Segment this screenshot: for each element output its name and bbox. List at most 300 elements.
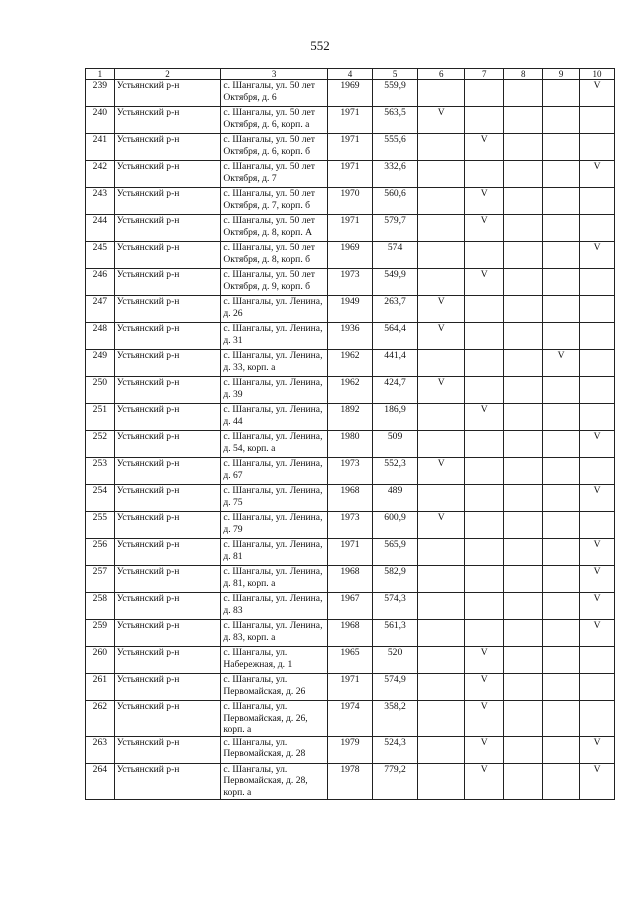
mark-col-8 [504, 161, 543, 188]
mark-col-10 [580, 107, 615, 134]
area-cell: 489 [373, 485, 418, 512]
row-number: 261 [86, 674, 115, 701]
district-cell: Устьянский р-н [114, 593, 221, 620]
district-cell: Устьянский р-н [114, 763, 221, 799]
district-cell: Устьянский р-н [114, 80, 221, 107]
column-header: 5 [373, 69, 418, 80]
mark-col-8 [504, 647, 543, 674]
address-cell: с. Шангалы, ул. 50 лет Октября, д. 6, корп. а [221, 107, 328, 134]
district-cell: Устьянский р-н [114, 242, 221, 269]
table-row [86, 377, 615, 404]
area-cell: 563,5 [373, 107, 418, 134]
year-cell: 1969 [327, 80, 372, 107]
area-cell: 552,3 [373, 458, 418, 485]
mark-col-6 [418, 431, 465, 458]
column-header: 7 [465, 69, 504, 80]
area-cell: 574,3 [373, 593, 418, 620]
mark-col-10 [580, 647, 615, 674]
year-cell: 1968 [327, 620, 372, 647]
mark-col-9 [543, 377, 580, 404]
table-row [86, 620, 615, 647]
mark-col-6 [418, 593, 465, 620]
area-cell: 509 [373, 431, 418, 458]
mark-col-7 [465, 377, 504, 404]
mark-col-8 [504, 377, 543, 404]
year-cell: 1973 [327, 458, 372, 485]
mark-col-9 [543, 539, 580, 566]
row-number: 252 [86, 431, 115, 458]
mark-col-6 [418, 161, 465, 188]
mark-col-8 [504, 80, 543, 107]
area-cell: 186,9 [373, 404, 418, 431]
district-cell: Устьянский р-н [114, 566, 221, 593]
table-row [86, 323, 615, 350]
mark-col-8 [504, 188, 543, 215]
year-cell: 1971 [327, 674, 372, 701]
mark-col-7 [465, 485, 504, 512]
mark-col-8 [504, 134, 543, 161]
year-cell: 1973 [327, 269, 372, 296]
mark-col-8 [504, 736, 543, 763]
year-cell: 1973 [327, 512, 372, 539]
row-number: 250 [86, 377, 115, 404]
mark-col-10 [580, 512, 615, 539]
row-number: 258 [86, 593, 115, 620]
mark-col-10: V [580, 593, 615, 620]
mark-col-8 [504, 431, 543, 458]
area-cell: 263,7 [373, 296, 418, 323]
row-number: 248 [86, 323, 115, 350]
mark-col-9 [543, 566, 580, 593]
row-number: 264 [86, 763, 115, 799]
address-cell: с. Шангалы, ул. Первомайская, д. 26, корп. а [221, 701, 328, 737]
mark-col-8 [504, 674, 543, 701]
address-cell: с. Шангалы, ул. Ленина, д. 44 [221, 404, 328, 431]
mark-col-10 [580, 269, 615, 296]
area-cell: 524,3 [373, 736, 418, 763]
mark-col-6 [418, 620, 465, 647]
area-cell: 779,2 [373, 763, 418, 799]
mark-col-7: V [465, 701, 504, 737]
mark-col-7: V [465, 647, 504, 674]
area-cell: 574 [373, 242, 418, 269]
row-number: 247 [86, 296, 115, 323]
mark-col-7 [465, 539, 504, 566]
year-cell: 1968 [327, 566, 372, 593]
mark-col-7 [465, 80, 504, 107]
mark-col-7: V [465, 763, 504, 799]
area-cell: 424,7 [373, 377, 418, 404]
mark-col-10: V [580, 485, 615, 512]
year-cell: 1962 [327, 350, 372, 377]
mark-col-10: V [580, 539, 615, 566]
table-row [86, 485, 615, 512]
table-row [86, 215, 615, 242]
year-cell: 1936 [327, 323, 372, 350]
mark-col-7 [465, 512, 504, 539]
row-number: 253 [86, 458, 115, 485]
year-cell: 1962 [327, 377, 372, 404]
mark-col-9 [543, 736, 580, 763]
mark-col-9 [543, 242, 580, 269]
mark-col-6 [418, 80, 465, 107]
district-cell: Устьянский р-н [114, 431, 221, 458]
mark-col-8 [504, 323, 543, 350]
mark-col-8 [504, 512, 543, 539]
mark-col-10 [580, 323, 615, 350]
district-cell: Устьянский р-н [114, 188, 221, 215]
mark-col-9 [543, 431, 580, 458]
mark-col-7: V [465, 736, 504, 763]
year-cell: 1971 [327, 134, 372, 161]
mark-col-8 [504, 763, 543, 799]
mark-col-9 [543, 296, 580, 323]
mark-col-7 [465, 458, 504, 485]
mark-col-6 [418, 736, 465, 763]
district-cell: Устьянский р-н [114, 134, 221, 161]
mark-col-10: V [580, 80, 615, 107]
table-row [86, 566, 615, 593]
address-cell: с. Шангалы, ул. Ленина, д. 83 [221, 593, 328, 620]
district-cell: Устьянский р-н [114, 736, 221, 763]
mark-col-8 [504, 485, 543, 512]
mark-col-6 [418, 269, 465, 296]
table-row [86, 107, 615, 134]
mark-col-8 [504, 404, 543, 431]
district-cell: Устьянский р-н [114, 512, 221, 539]
mark-col-8 [504, 620, 543, 647]
year-cell: 1971 [327, 107, 372, 134]
district-cell: Устьянский р-н [114, 323, 221, 350]
area-cell: 565,9 [373, 539, 418, 566]
column-header: 6 [418, 69, 465, 80]
table-row [86, 512, 615, 539]
area-cell: 358,2 [373, 701, 418, 737]
mark-col-6 [418, 674, 465, 701]
table-row [86, 763, 615, 799]
row-number: 244 [86, 215, 115, 242]
mark-col-8 [504, 269, 543, 296]
row-number: 263 [86, 736, 115, 763]
mark-col-8 [504, 215, 543, 242]
column-header: 2 [114, 69, 221, 80]
address-cell: с. Шангалы, ул. Ленина, д. 39 [221, 377, 328, 404]
address-cell: с. Шангалы, ул. Набережная, д. 1 [221, 647, 328, 674]
district-cell: Устьянский р-н [114, 485, 221, 512]
row-number: 249 [86, 350, 115, 377]
mark-col-9 [543, 107, 580, 134]
mark-col-9 [543, 763, 580, 799]
mark-col-7: V [465, 215, 504, 242]
table-row [86, 431, 615, 458]
table-row [86, 458, 615, 485]
table-row [86, 134, 615, 161]
column-header: 10 [580, 69, 615, 80]
area-cell: 441,4 [373, 350, 418, 377]
mark-col-6 [418, 188, 465, 215]
mark-col-6 [418, 647, 465, 674]
mark-col-9 [543, 458, 580, 485]
address-cell: с. Шангалы, ул. Ленина, д. 75 [221, 485, 328, 512]
mark-col-10 [580, 674, 615, 701]
year-cell: 1949 [327, 296, 372, 323]
mark-col-7 [465, 161, 504, 188]
mark-col-6 [418, 350, 465, 377]
address-cell: с. Шангалы, ул. Ленина, д. 54, корп. а [221, 431, 328, 458]
row-number: 254 [86, 485, 115, 512]
area-cell: 564,4 [373, 323, 418, 350]
area-cell: 560,6 [373, 188, 418, 215]
mark-col-10 [580, 296, 615, 323]
year-cell: 1974 [327, 701, 372, 737]
address-cell: с. Шангалы, ул. Ленина, д. 83, корп. а [221, 620, 328, 647]
mark-col-7 [465, 593, 504, 620]
mark-col-7 [465, 566, 504, 593]
mark-col-9: V [543, 350, 580, 377]
column-header: 4 [327, 69, 372, 80]
area-cell: 559,9 [373, 80, 418, 107]
district-cell: Устьянский р-н [114, 296, 221, 323]
row-number: 257 [86, 566, 115, 593]
year-cell: 1970 [327, 188, 372, 215]
row-number: 245 [86, 242, 115, 269]
mark-col-9 [543, 701, 580, 737]
row-number: 259 [86, 620, 115, 647]
table-row [86, 701, 615, 737]
row-number: 240 [86, 107, 115, 134]
mark-col-8 [504, 296, 543, 323]
mark-col-9 [543, 647, 580, 674]
address-cell: с. Шангалы, ул. Первомайская, д. 28, корп. а [221, 763, 328, 799]
area-cell: 582,9 [373, 566, 418, 593]
mark-col-10 [580, 701, 615, 737]
mark-col-8 [504, 107, 543, 134]
mark-col-9 [543, 674, 580, 701]
column-number-header-row [86, 69, 615, 80]
mark-col-6: V [418, 512, 465, 539]
mark-col-9 [543, 323, 580, 350]
mark-col-10: V [580, 736, 615, 763]
table-row [86, 350, 615, 377]
year-cell: 1971 [327, 161, 372, 188]
mark-col-10 [580, 350, 615, 377]
column-header: 9 [543, 69, 580, 80]
mark-col-7: V [465, 269, 504, 296]
district-cell: Устьянский р-н [114, 647, 221, 674]
mark-col-8 [504, 350, 543, 377]
row-number: 260 [86, 647, 115, 674]
mark-col-6: V [418, 323, 465, 350]
row-number: 262 [86, 701, 115, 737]
mark-col-8 [504, 458, 543, 485]
table-row [86, 674, 615, 701]
mark-col-7 [465, 107, 504, 134]
row-number: 243 [86, 188, 115, 215]
mark-col-9 [543, 512, 580, 539]
mark-col-10: V [580, 242, 615, 269]
mark-col-7 [465, 620, 504, 647]
column-header: 8 [504, 69, 543, 80]
mark-col-8 [504, 566, 543, 593]
address-cell: с. Шангалы, ул. 50 лет Октября, д. 7, корп. б [221, 188, 328, 215]
address-cell: с. Шангалы, ул. Ленина, д. 33, корп. а [221, 350, 328, 377]
mark-col-10 [580, 404, 615, 431]
address-cell: с. Шангалы, ул. 50 лет Октября, д. 8, корп. А [221, 215, 328, 242]
mark-col-7 [465, 350, 504, 377]
district-cell: Устьянский р-н [114, 161, 221, 188]
district-cell: Устьянский р-н [114, 701, 221, 737]
district-cell: Устьянский р-н [114, 107, 221, 134]
mark-col-10 [580, 377, 615, 404]
table-row [86, 296, 615, 323]
district-cell: Устьянский р-н [114, 539, 221, 566]
table-row [86, 242, 615, 269]
area-cell: 520 [373, 647, 418, 674]
table-row [86, 80, 615, 107]
mark-col-7: V [465, 134, 504, 161]
mark-col-9 [543, 161, 580, 188]
district-cell: Устьянский р-н [114, 350, 221, 377]
address-cell: с. Шангалы, ул. Первомайская, д. 28 [221, 736, 328, 763]
district-cell: Устьянский р-н [114, 620, 221, 647]
row-number: 246 [86, 269, 115, 296]
row-number: 239 [86, 80, 115, 107]
area-cell: 549,9 [373, 269, 418, 296]
year-cell: 1971 [327, 539, 372, 566]
mark-col-7: V [465, 404, 504, 431]
year-cell: 1967 [327, 593, 372, 620]
address-cell: с. Шангалы, ул. 50 лет Октября, д. 9, корп. б [221, 269, 328, 296]
mark-col-6: V [418, 377, 465, 404]
mark-col-10: V [580, 566, 615, 593]
mark-col-8 [504, 242, 543, 269]
district-cell: Устьянский р-н [114, 458, 221, 485]
mark-col-6 [418, 134, 465, 161]
district-cell: Устьянский р-н [114, 269, 221, 296]
area-cell: 332,6 [373, 161, 418, 188]
mark-col-8 [504, 593, 543, 620]
mark-col-6 [418, 539, 465, 566]
mark-col-9 [543, 620, 580, 647]
table-row [86, 404, 615, 431]
year-cell: 1971 [327, 215, 372, 242]
housing-register-table [85, 68, 615, 800]
row-number: 242 [86, 161, 115, 188]
mark-col-6 [418, 215, 465, 242]
district-cell: Устьянский р-н [114, 215, 221, 242]
mark-col-7: V [465, 674, 504, 701]
mark-col-7 [465, 431, 504, 458]
district-cell: Устьянский р-н [114, 674, 221, 701]
mark-col-10: V [580, 763, 615, 799]
year-cell: 1978 [327, 763, 372, 799]
table-row [86, 188, 615, 215]
address-cell: с. Шангалы, ул. Первомайская, д. 26 [221, 674, 328, 701]
mark-col-9 [543, 485, 580, 512]
area-cell: 574,9 [373, 674, 418, 701]
mark-col-7 [465, 323, 504, 350]
address-cell: с. Шангалы, ул. 50 лет Октября, д. 6, корп. б [221, 134, 328, 161]
year-cell: 1980 [327, 431, 372, 458]
table-body [86, 69, 615, 800]
address-cell: с. Шангалы, ул. 50 лет Октября, д. 6 [221, 80, 328, 107]
mark-col-6 [418, 242, 465, 269]
row-number: 256 [86, 539, 115, 566]
mark-col-10: V [580, 431, 615, 458]
mark-col-9 [543, 269, 580, 296]
mark-col-9 [543, 404, 580, 431]
mark-col-6: V [418, 296, 465, 323]
address-cell: с. Шангалы, ул. Ленина, д. 26 [221, 296, 328, 323]
mark-col-7 [465, 296, 504, 323]
address-cell: с. Шангалы, ул. Ленина, д. 67 [221, 458, 328, 485]
year-cell: 1965 [327, 647, 372, 674]
mark-col-9 [543, 134, 580, 161]
mark-col-6 [418, 763, 465, 799]
column-header: 3 [221, 69, 328, 80]
year-cell: 1892 [327, 404, 372, 431]
area-cell: 600,9 [373, 512, 418, 539]
mark-col-10: V [580, 161, 615, 188]
address-cell: с. Шангалы, ул. Ленина, д. 79 [221, 512, 328, 539]
mark-col-9 [543, 80, 580, 107]
mark-col-6 [418, 485, 465, 512]
row-number: 255 [86, 512, 115, 539]
area-cell: 555,6 [373, 134, 418, 161]
mark-col-6: V [418, 458, 465, 485]
table-row [86, 161, 615, 188]
table-row [86, 736, 615, 763]
address-cell: с. Шангалы, ул. Ленина, д. 81 [221, 539, 328, 566]
mark-col-6 [418, 701, 465, 737]
page-number: 552 [310, 38, 330, 53]
mark-col-6: V [418, 107, 465, 134]
mark-col-9 [543, 593, 580, 620]
mark-col-10 [580, 134, 615, 161]
table-row [86, 593, 615, 620]
mark-col-6 [418, 566, 465, 593]
area-cell: 561,3 [373, 620, 418, 647]
mark-col-10 [580, 188, 615, 215]
year-cell: 1979 [327, 736, 372, 763]
mark-col-8 [504, 539, 543, 566]
mark-col-10 [580, 458, 615, 485]
mark-col-10 [580, 215, 615, 242]
district-cell: Устьянский р-н [114, 404, 221, 431]
mark-col-9 [543, 215, 580, 242]
district-cell: Устьянский р-н [114, 377, 221, 404]
year-cell: 1969 [327, 242, 372, 269]
mark-col-8 [504, 701, 543, 737]
table-row [86, 269, 615, 296]
row-number: 251 [86, 404, 115, 431]
mark-col-7: V [465, 188, 504, 215]
table-row [86, 647, 615, 674]
year-cell: 1968 [327, 485, 372, 512]
address-cell: с. Шангалы, ул. Ленина, д. 81, корп. а [221, 566, 328, 593]
area-cell: 579,7 [373, 215, 418, 242]
mark-col-9 [543, 188, 580, 215]
mark-col-6 [418, 404, 465, 431]
column-header: 1 [86, 69, 115, 80]
mark-col-10: V [580, 620, 615, 647]
row-number: 241 [86, 134, 115, 161]
address-cell: с. Шангалы, ул. 50 лет Октября, д. 8, корп. б [221, 242, 328, 269]
address-cell: с. Шангалы, ул. Ленина, д. 31 [221, 323, 328, 350]
mark-col-7 [465, 242, 504, 269]
table-row [86, 539, 615, 566]
address-cell: с. Шангалы, ул. 50 лет Октября, д. 7 [221, 161, 328, 188]
